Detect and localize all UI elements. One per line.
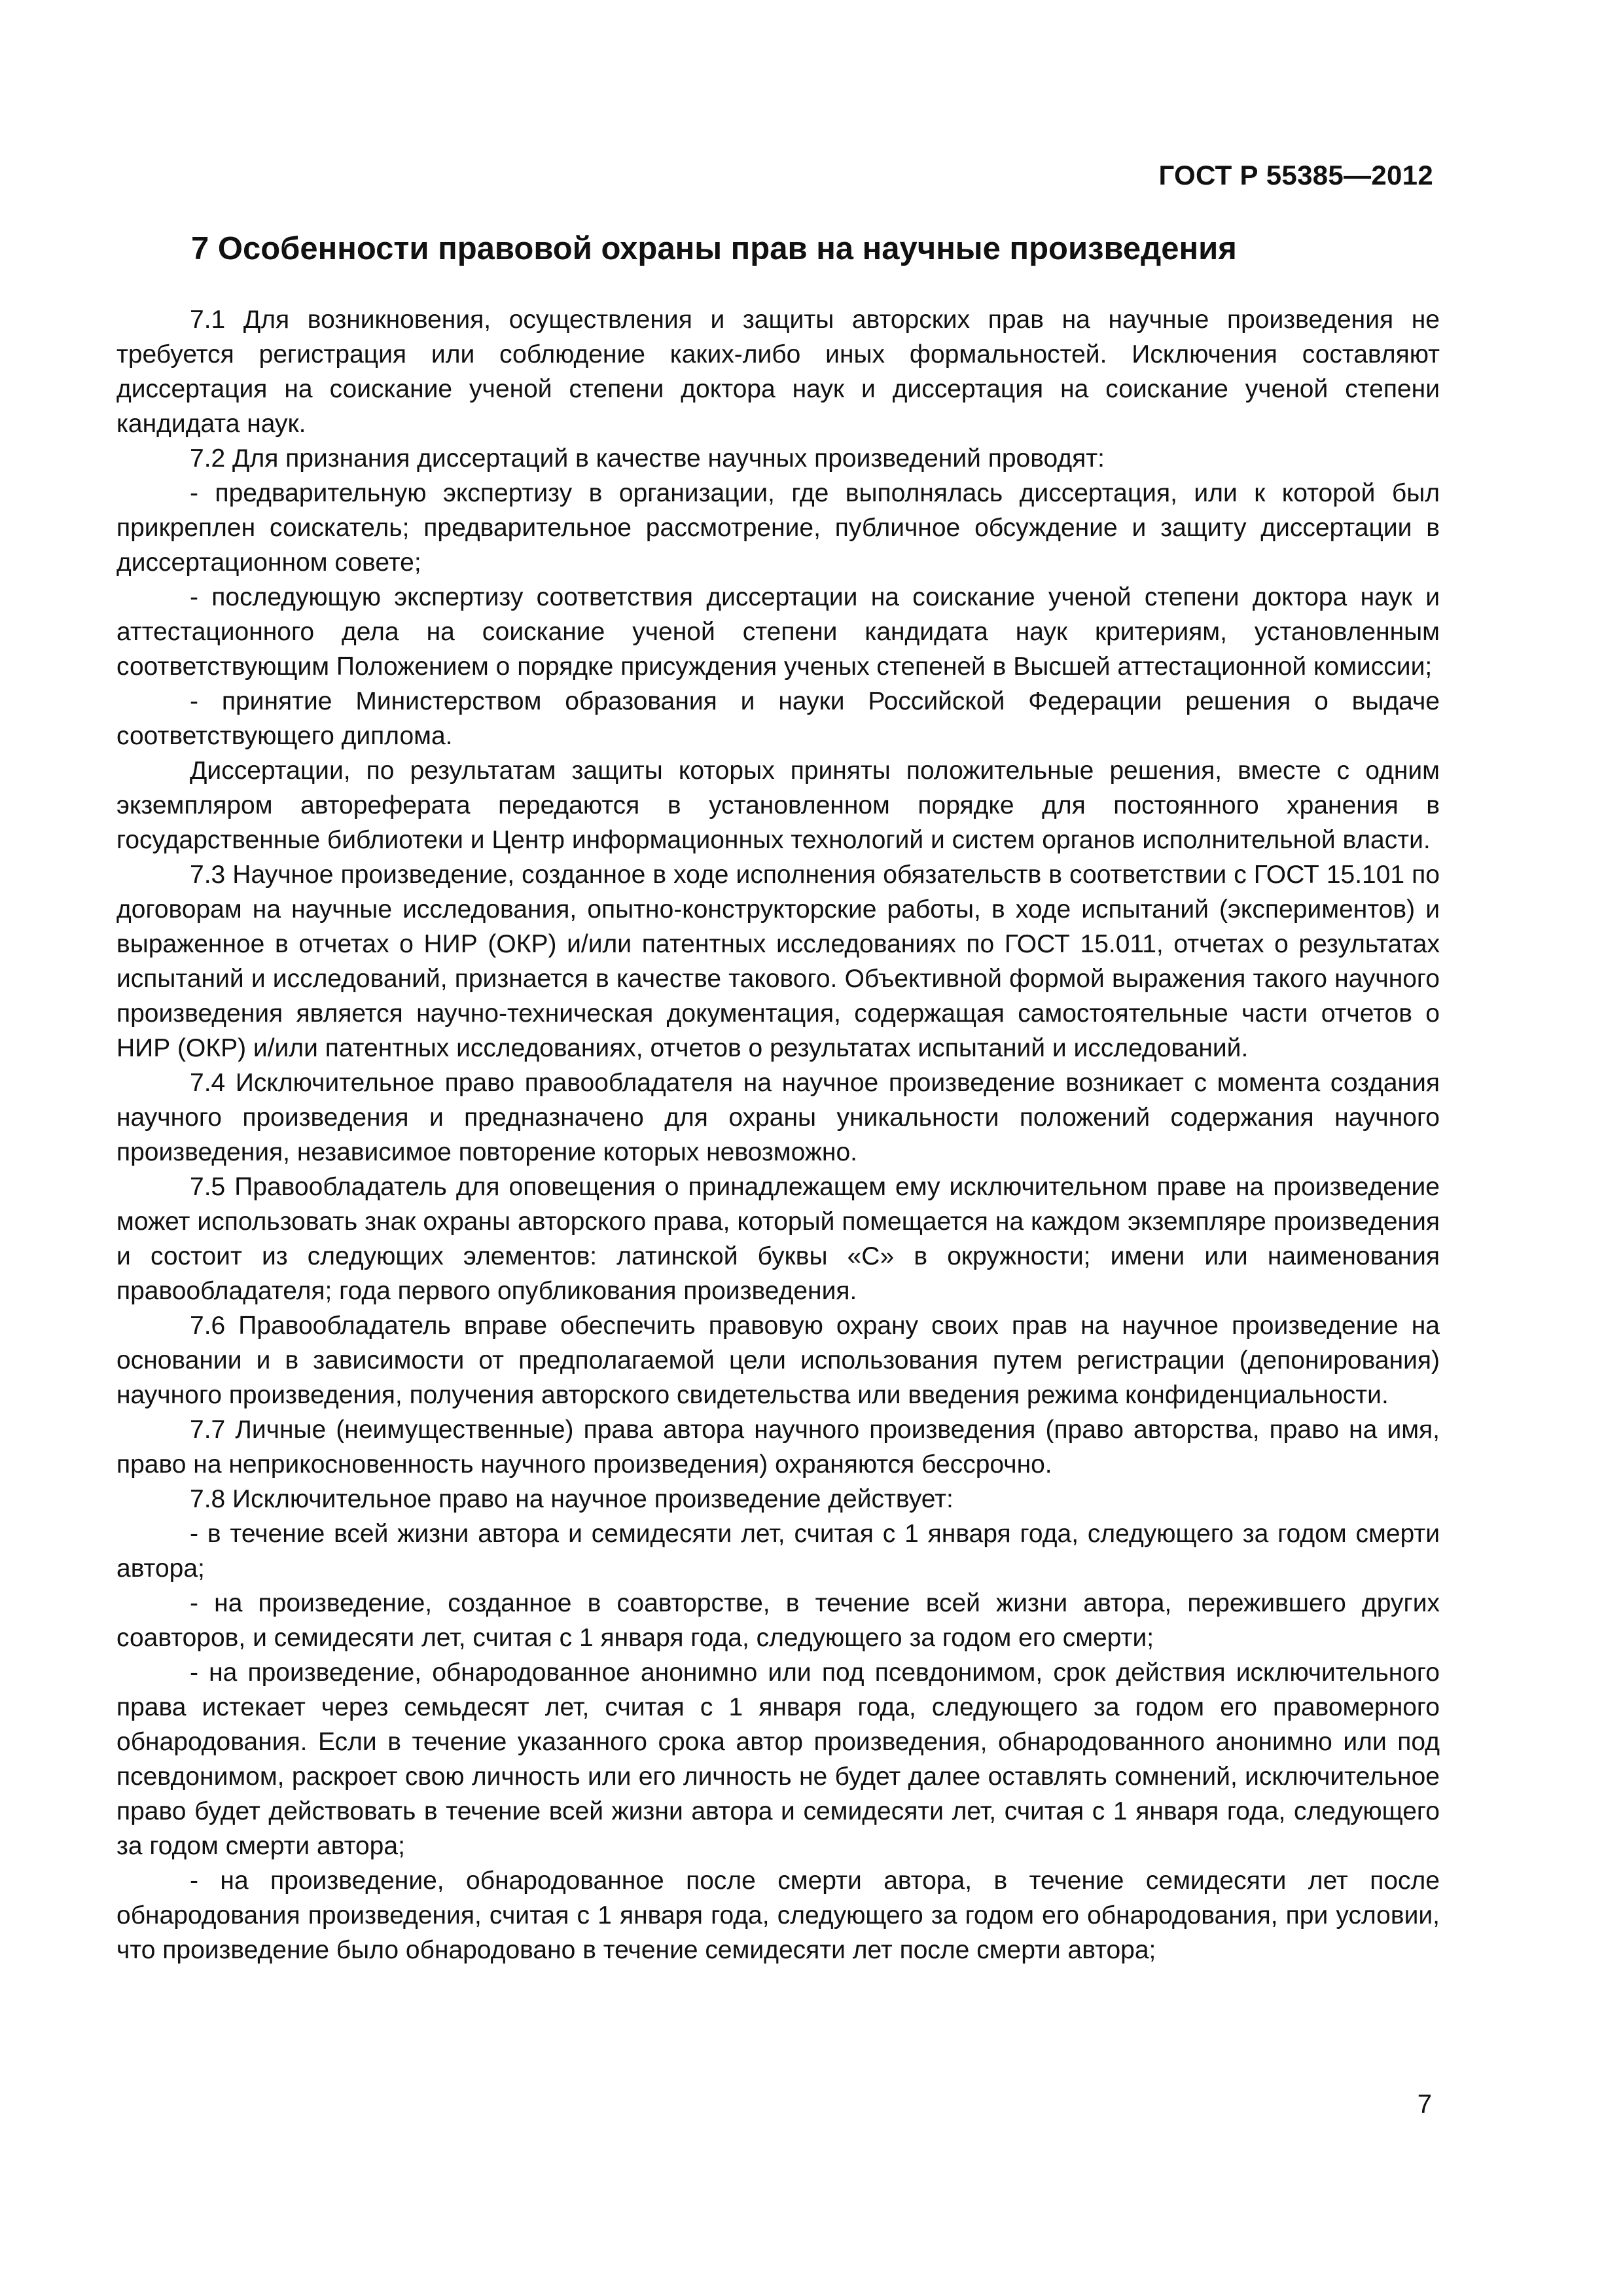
paragraph-7-1: 7.1 Для возникновения, осуществления и защиты авторских прав на научные произведения не требуется регистрация или соблюдение каких-либо иных формальностей. Исключения составляют диссертация на соискание ученой степени доктора наук и диссертация на соискание ученой степени кандидата наук. [116,306,1440,438]
section-title: 7 Особенности правовой охраны прав на научные произведения [191,231,1237,266]
document-code: ГОСТ Р 55385—2012 [1158,160,1433,190]
paragraph-7-7: 7.7 Личные (неимущественные) права автора научного произведения (право авторства, право на имя, право на неприкосновенность научного произведения) охраняются бессрочно. [116,1416,1440,1479]
list-item-posthumous-term: - на произведение, обнародованное после смерти автора, в течение семидесяти лет после обнародования произведения, считая с 1 января года, следующего за годом его обнародования, при условии, что произведение было обнародовано в течение семидесяти лет после смерти автора; [116,1867,1440,1964]
list-item-ministry-decision: - принятие Министерством образования и науки Российской Федерации решения о выдаче соответствующего диплома. [116,687,1440,750]
section-body [116,302,1440,1967]
list-item-lifetime-term: - в течение всей жизни автора и семидесяти лет, считая с 1 января года, следующего за годом смерти автора; [116,1520,1440,1583]
paragraph-7-6: 7.6 Правообладатель вправе обеспечить правовую охрану своих прав на научное произведение на основании и в зависимости от предполагаемой цели использования путем регистрации (депонирования) научного произведения, получения авторского свидетельства или введения режима конфиденциальности. [116,1312,1440,1409]
paragraph-7-4: 7.4 Исключительное право правообладателя на научное произведение возникает с момента создания научного произведения и предназначено для охраны уникальности положений содержания научного произведения, независимое повторение которых невозможно. [116,1069,1440,1166]
list-item-anonymous-term: - на произведение, обнародованное анонимно или под псевдонимом, срок действия исключительного права истекает через семьдесят лет, считая с 1 января года, следующего за годом его правомерного обнародования. Если в течение указанного срока автор произведения, обнародованного анонимно или под псевдонимом, раскроет свою личность или его личность не будет далее оставлять сомнений, исключительное право будет действовать в течение всей жизни автора и семидесяти лет, считая с 1 января года, следующего за годом смерти автора; [116,1659,1440,1860]
list-item-preliminary-expertise: - предварительную экспертизу в организации, где выполнялась диссертация, или к которой был прикреплен соискатель; предварительное рассмотрение, публичное обсуждение и защиту диссертации в диссертационном совете; [116,479,1440,577]
list-item-coauthorship-term: - на произведение, созданное в соавторстве, в течение всей жизни автора, пережившего других соавторов, и семидесяти лет, считая с 1 января года, следующего за годом его смерти; [116,1589,1440,1652]
page-number: 7 [1417,2090,1432,2119]
paragraph-7-3: 7.3 Научное произведение, созданное в ходе исполнения обязательств в соответствии с ГОСТ 15.101 по договорам на научные исследования, опытно-конструкторские работы, в ходе испытаний (экспериментов) и выраженное в отчетах о НИР (ОКР) и/или патентных исследованиях по ГОСТ 15.011, отчетах о результатах испытаний и исследований, признается в качестве такового. Объективной формой выражения такого научного произведения является научно-техническая документация, содержащая самостоятельные части отчетов о НИР (ОКР) и/или патентных исследованиях, отчетов о результатах испытаний и исследований. [116,861,1440,1062]
list-item-subsequent-expertise: - последующую экспертизу соответствия диссертации на соискание ученой степени доктора наук и аттестационного дела на соискание ученой степени кандидата наук критериям, установленным соответствующим Положением о порядке присуждения ученых степеней в Высшей аттестационной комиссии; [116,583,1440,681]
paragraph-7-8: 7.8 Исключительное право на научное произведение действует: [190,1485,954,1513]
paragraph-dissertations-storage: Диссертации, по результатам защиты которых приняты положительные решения, вместе с одним экземпляром автореферата передаются в установленном порядке для постоянного хранения в государственные библиотеки и Центр информационных технологий и систем органов исполнительной власти. [116,757,1440,854]
paragraph-7-5: 7.5 Правообладатель для оповещения о принадлежащем ему исключительном праве на произведение может использовать знак охраны авторского права, который помещается на каждом экземпляре произведения и состоит из следующих элементов: латинской буквы «C» в окружности; имени или наименования правообладателя; года первого опубликования произведения. [116,1173,1440,1305]
paragraph-7-2: 7.2 Для признания диссертаций в качестве научных произведений проводят: [190,444,1105,473]
